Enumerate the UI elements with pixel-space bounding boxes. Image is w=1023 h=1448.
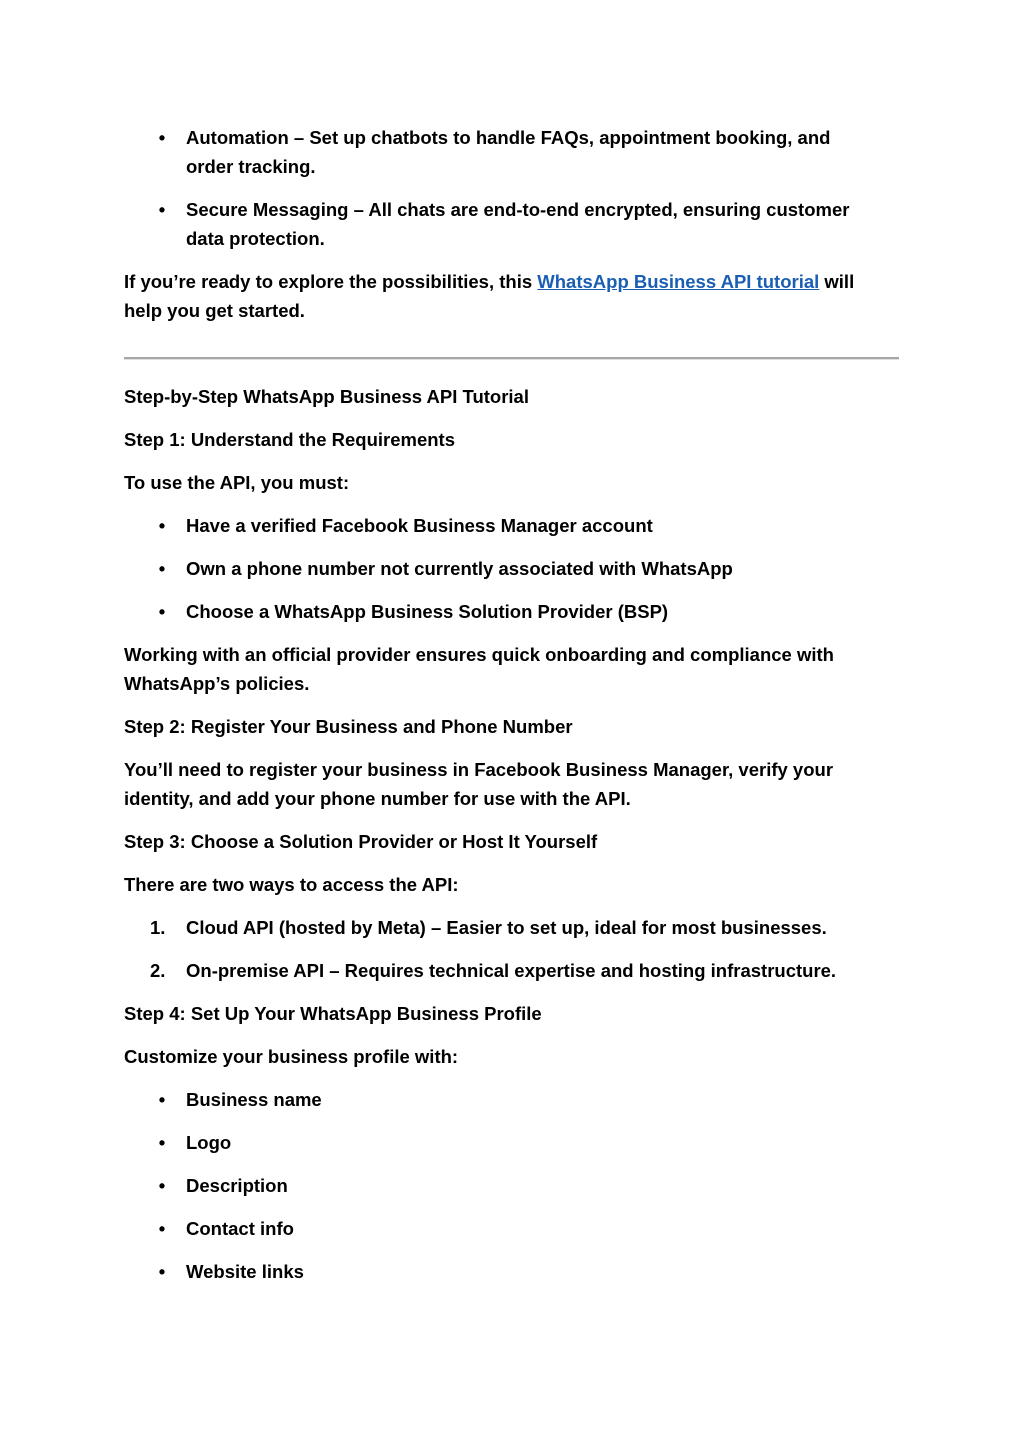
list-item: On-premise API – Requires technical expertise and hosting infrastructure. — [186, 960, 837, 981]
list-item-text: – All chats are end-to-end encrypted, ensuring customer data protection. — [186, 199, 850, 249]
list-item — [186, 123, 876, 181]
step1-note: Working with an official provider ensures quick onboarding and compliance with WhatsApp’s policies. — [124, 644, 834, 694]
step4-lead: Customize your business profile with: — [124, 1046, 459, 1067]
intro-text-before: If you’re ready to explore the possibilities, this — [124, 271, 538, 292]
list-item: Own a phone number not currently associated with WhatsApp — [186, 558, 733, 579]
bullet-marker: • — [158, 199, 166, 220]
intro-paragraph — [124, 267, 884, 325]
bullet-marker: • — [158, 515, 166, 536]
list-item-lead: Secure Messaging — [186, 199, 349, 220]
list-number: 1. — [150, 917, 166, 938]
bullet-marker: • — [158, 1261, 166, 1282]
list-item: Contact info — [186, 1218, 294, 1239]
bullet-marker: • — [158, 127, 166, 148]
list-item: Have a verified Facebook Business Manager account — [186, 515, 653, 536]
list-item-lead: Automation — [186, 127, 289, 148]
list-item: Logo — [186, 1132, 232, 1153]
step4-heading: Step 4: Set Up Your WhatsApp Business Profile — [124, 1003, 542, 1024]
step2-heading: Step 2: Register Your Business and Phone Number — [124, 716, 573, 737]
bullet-marker: • — [158, 601, 166, 622]
bullet-marker: • — [158, 1089, 166, 1110]
intro-text-after: will help you get started. — [124, 271, 855, 321]
list-item: Choose a WhatsApp Business Solution Provider (BSP) — [186, 601, 669, 622]
list-item: Business name — [186, 1089, 322, 1110]
list-item: Website links — [186, 1261, 304, 1282]
horizontal-divider — [124, 357, 899, 360]
step2-body: You’ll need to register your business in Facebook Business Manager, verify your identity, and add your phone number for use with the API. — [124, 759, 834, 809]
step1-lead: To use the API, you must: — [124, 472, 350, 493]
tutorial-link[interactable]: WhatsApp Business API tutorial — [537, 271, 820, 292]
tutorial-title: Step-by-Step WhatsApp Business API Tutorial — [124, 386, 529, 407]
list-item — [186, 195, 876, 253]
bullet-marker: • — [158, 1218, 166, 1239]
step3-lead: There are two ways to access the API: — [124, 874, 459, 895]
bullet-marker: • — [158, 1175, 166, 1196]
bullet-marker: • — [158, 1132, 166, 1153]
bullet-marker: • — [158, 558, 166, 579]
step3-heading: Step 3: Choose a Solution Provider or Host It Yourself — [124, 831, 598, 852]
list-item: Cloud API (hosted by Meta) – Easier to set up, ideal for most businesses. — [186, 917, 827, 938]
list-number: 2. — [150, 960, 166, 981]
step1-heading: Step 1: Understand the Requirements — [124, 429, 456, 450]
list-item-text: – Set up chatbots to handle FAQs, appointment booking, and order tracking. — [186, 127, 831, 177]
list-item: Description — [186, 1175, 288, 1196]
